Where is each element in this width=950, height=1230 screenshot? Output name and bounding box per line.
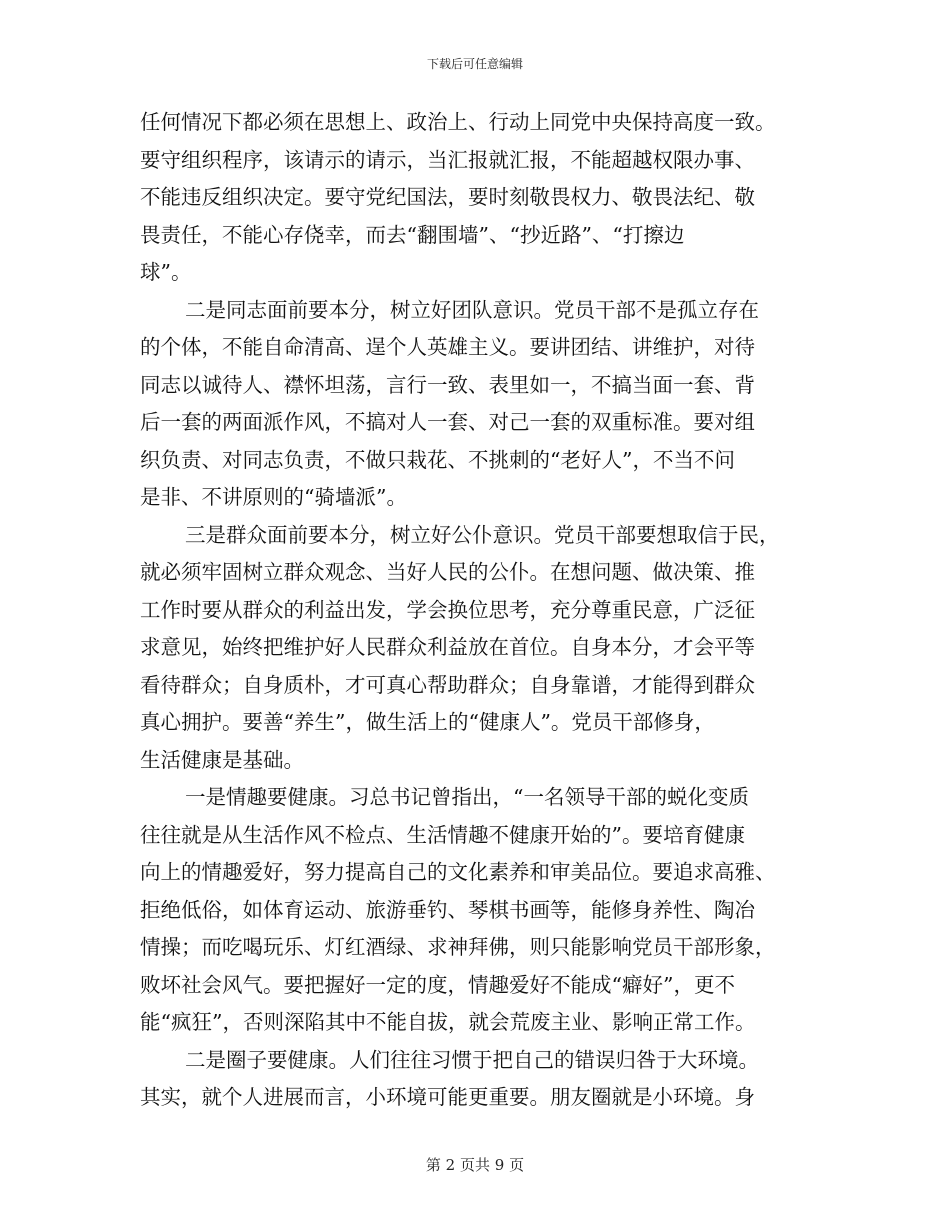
text-line: 工作时要从群众的利益出发，学会换位思考，充分尊重民意，广泛征 xyxy=(140,597,755,622)
text-line: 求意见，始终把维护好人民群众利益放在首位。自身本分，才会平等 xyxy=(140,635,755,659)
paragraph-first-line: 一是情趣要健康。习总书记曾指出，“一名领导干部的蜕化变质 xyxy=(185,785,749,809)
paragraph-first-line: 二是同志面前要本分，树立好团队意识。党员干部不是孤立存在 xyxy=(185,297,759,322)
text-line: 就必须牢固树立群众观念、当好人民的公仆。在想问题、做决策、推 xyxy=(140,560,755,584)
text-line: 是非、不讲原则的“骑墙派”。 xyxy=(140,485,407,509)
text-line: 畏责任，不能心存侥幸，而去“翻围墙”、“抄近路”、“打擦边 xyxy=(140,222,685,247)
text-line: 任何情况下都必须在思想上、政治上、行动上同党中央保持高度一致。 xyxy=(140,110,776,134)
text-line: 情操；而吃喝玩乐、灯红酒绿、求神拜佛，则只能影响党员干部形象， xyxy=(140,935,776,959)
paragraph-first-line: 二是圈子要健康。人们往往习惯于把自己的错误归咎于大环境。 xyxy=(185,1047,759,1072)
text-line: 败坏社会风气。要把握好一定的度，情趣爱好不能成“癖好”，更不 xyxy=(140,972,735,997)
text-line: 往往就是从生活作风不检点、生活情趣不健康开始的”。要培育健康 xyxy=(140,822,745,847)
text-line: 后一套的两面派作风，不搞对人一套、对己一套的双重标准。要对组 xyxy=(140,410,755,434)
text-line: 要守组织程序，该请示的请示，当汇报就汇报，不能超越权限办事、 xyxy=(140,147,755,172)
text-line: 不能违反组织决定。要守党纪国法，要时刻敬畏权力、敬畏法纪、敬 xyxy=(140,185,755,209)
text-line: 真心拥护。要善“养生”，做生活上的“健康人”。党员干部修身， xyxy=(140,710,715,734)
text-line: 织负责、对同志负责，不做只栽花、不挑刺的“老好人”，不当不问 xyxy=(140,447,735,472)
text-line: 其实，就个人进展而言，小环境可能更重要。朋友圈就是小环境。身 xyxy=(140,1085,755,1109)
page-footer: 第 2 页共 9 页 xyxy=(425,1156,525,1174)
text-line: 向上的情趣爱好，努力提高自己的文化素养和审美品位。要追求高雅、 xyxy=(140,860,776,884)
text-line: 同志以诚待人、襟怀坦荡，言行一致、表里如一，不搞当面一套、背 xyxy=(140,372,755,397)
page-header: 下载后可任意编辑 xyxy=(426,57,523,71)
text-line: 球”。 xyxy=(140,260,192,284)
text-line: 能“疯狂”，否则深陷其中不能自拔，就会荒废主业、影响正常工作。 xyxy=(140,1010,756,1034)
text-line: 的个体，不能自命清高、逞个人英雄主义。要讲团结、讲维护，对待 xyxy=(140,335,755,359)
paragraph-first-line: 三是群众面前要本分，树立好公仆意识。党员干部要想取信于民， xyxy=(185,522,780,547)
text-line: 生活健康是基础。 xyxy=(140,747,304,772)
document-body xyxy=(140,104,812,1117)
text-line: 看待群众；自身质朴，才可真心帮助群众；自身靠谱，才能得到群众 xyxy=(140,672,755,697)
text-line: 拒绝低俗，如体育运动、旅游垂钓、琴棋书画等，能修身养性、陶冶 xyxy=(140,897,755,922)
